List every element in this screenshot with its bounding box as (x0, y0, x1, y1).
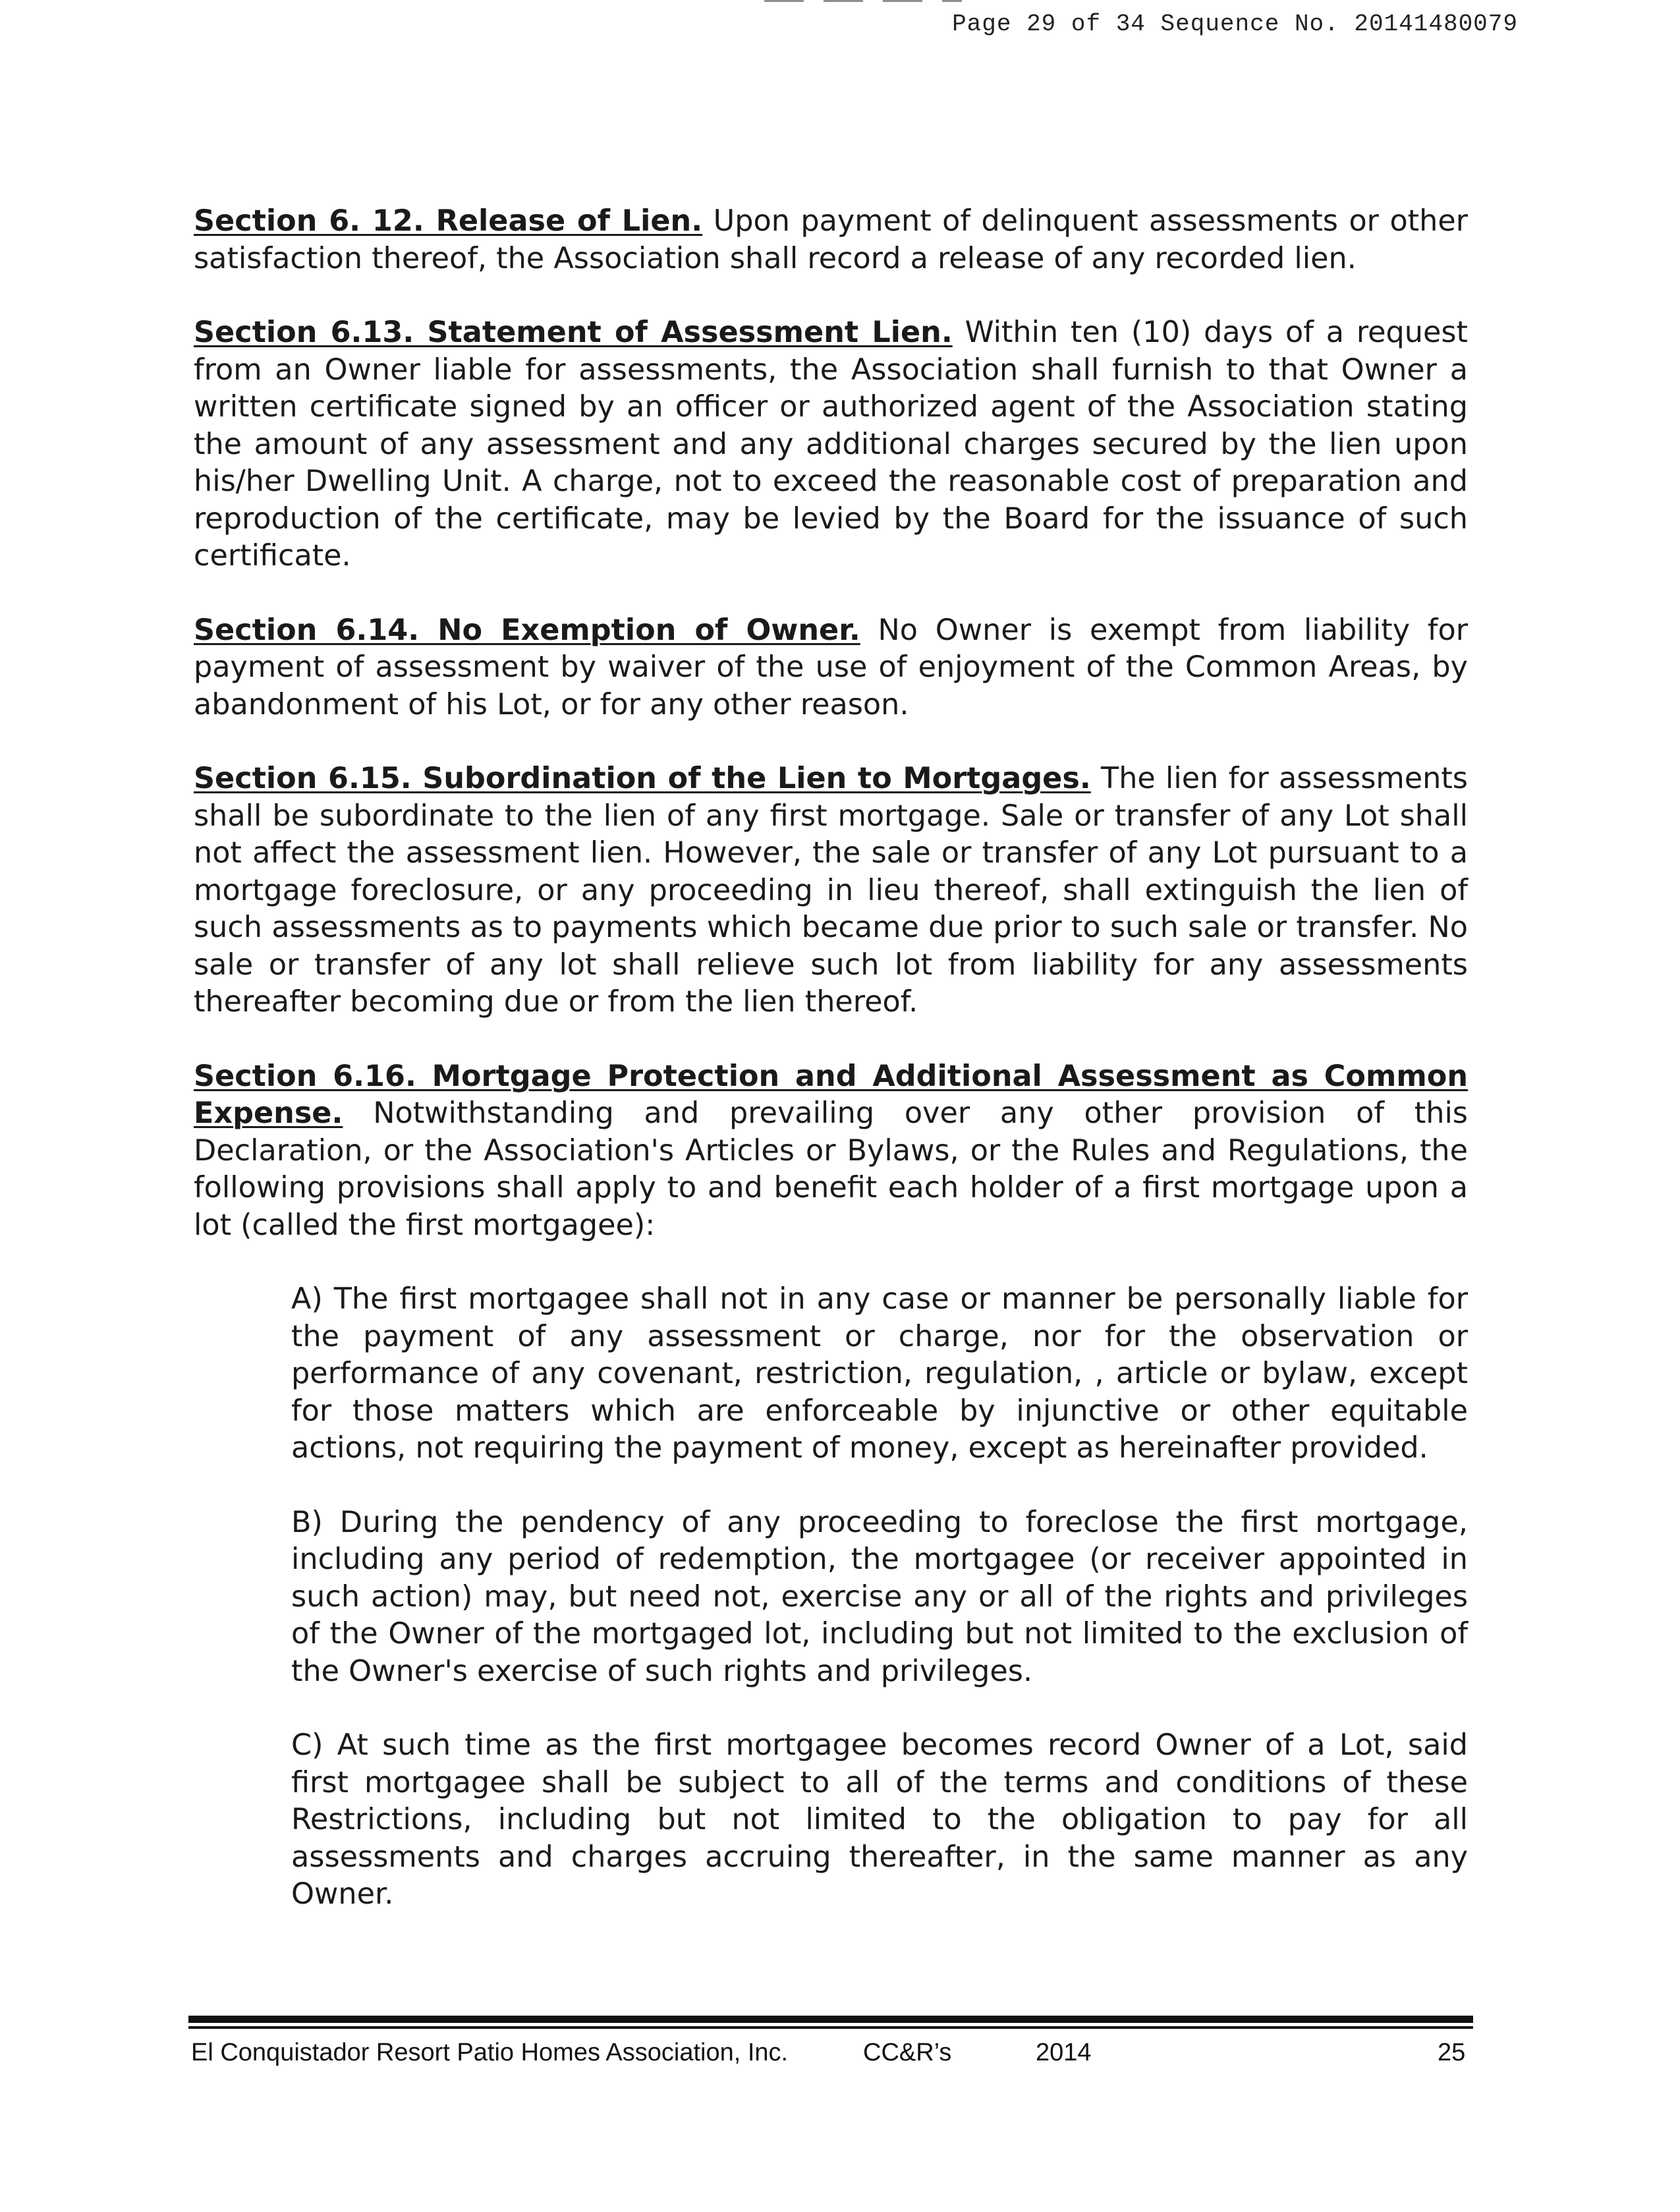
footer-page-number: 25 (1438, 2039, 1466, 2066)
footer-organization: El Conquistador Resort Patio Homes Association, Inc. (191, 2039, 789, 2066)
section-body: No Owner is exempt from liability for payment of assessment by waiver of the use of enjoyment of the Common Areas, by abandonment of his Lot, or for any other reason. (194, 613, 1468, 722)
section-heading: Section 6.14. No Exemption of Owner. (194, 613, 860, 647)
section-heading: Section 6.16. Mortgage Protection and Additional Assessment as Common Expense. (194, 1059, 1468, 1130)
subsection-c: C) At such time as the first mortgagee becomes record Owner of a Lot, said first mortgagee shall be subject to all of the terms and conditions of these Restrictions, including but not limited to the obligation to pay for all assessments and charges accruing thereafter, in the same manner as any Owner. (291, 1728, 1468, 1911)
section-6-15 (194, 760, 1468, 1021)
section-heading: Section 6.13. Statement of Assessment Lien. (194, 316, 953, 349)
page-sequence-header: Page 29 of 34 Sequence No. 20141480079 (952, 11, 1518, 38)
section-heading: Section 6. 12. Release of Lien. (194, 204, 703, 238)
section-body: Within ten (10) days of a request from an Owner liable for assessments, the Association shall furnish to that Owner a written certificate signed by an officer or authorized agent of the Association stating the amount of any assessment and any additional charges secured by the lien upon his/her Dwelling Unit. A charge, not to exceed the reasonable cost of preparation and reproduction of the certificate, may be levied by the Board for the issuance of such certificate. (194, 316, 1468, 573)
footer-year: 2014 (1036, 2039, 1092, 2066)
footer-document: CC&R’s (863, 2039, 952, 2066)
footer-divider-thin (188, 2026, 1473, 2029)
footer-divider-thick (188, 2016, 1473, 2023)
section-6-16 (194, 1058, 1468, 1245)
scan-artifact-line (764, 0, 962, 2)
section-6-12 (194, 203, 1468, 277)
document-body (194, 203, 1468, 1950)
section-6-13 (194, 314, 1468, 575)
section-body: The lien for assessments shall be subordinate to the lien of any first mortgage. Sale or transfer of any Lot shall not affect the assessment lien. However, the sale or transfer of any Lot pursuant to a mortgage foreclosure, or any proceeding in lieu thereof, shall extinguish the lien of such assessments as to payments which became due prior to such sale or transfer. No sale or transfer of any lot shall relieve such lot from liability for any assessments thereafter becoming due or from the lien thereof. (194, 762, 1468, 1019)
subsection-a: A) The first mortgagee shall not in any case or manner be personally liable for the payment of any assessment or charge, nor for the observation or performance of any covenant, restriction, regulation, , article or bylaw, except for those matters which are enforceable by injunctive or other equitable actions, not requiring the payment of money, except as hereinafter provided. (291, 1282, 1468, 1465)
section-6-14 (194, 612, 1468, 724)
section-body: Notwithstanding and prevailing over any other provision of this Declaration, or the Association's Articles or Bylaws, or the Rules and Regulations, the following provisions shall apply to and benefit each holder of a first mortgage upon a lot (called the first mortgagee): (194, 1096, 1468, 1242)
section-heading: Section 6.15. Subordination of the Lien to Mortgages. (194, 762, 1091, 795)
section-body: Upon payment of delinquent assessments or other satisfaction thereof, the Association shall record a release of any recorded lien. (194, 204, 1469, 275)
subsection-b: B) During the pendency of any proceeding to foreclose the first mortgage, including any period of redemption, the mortgagee (or receiver appointed in such action) may, but need not, exercise any or all of the rights and privileges of the Owner of the mortgaged lot, including but not limited to the exclusion of the Owner's exercise of such rights and privileges. (291, 1505, 1468, 1688)
